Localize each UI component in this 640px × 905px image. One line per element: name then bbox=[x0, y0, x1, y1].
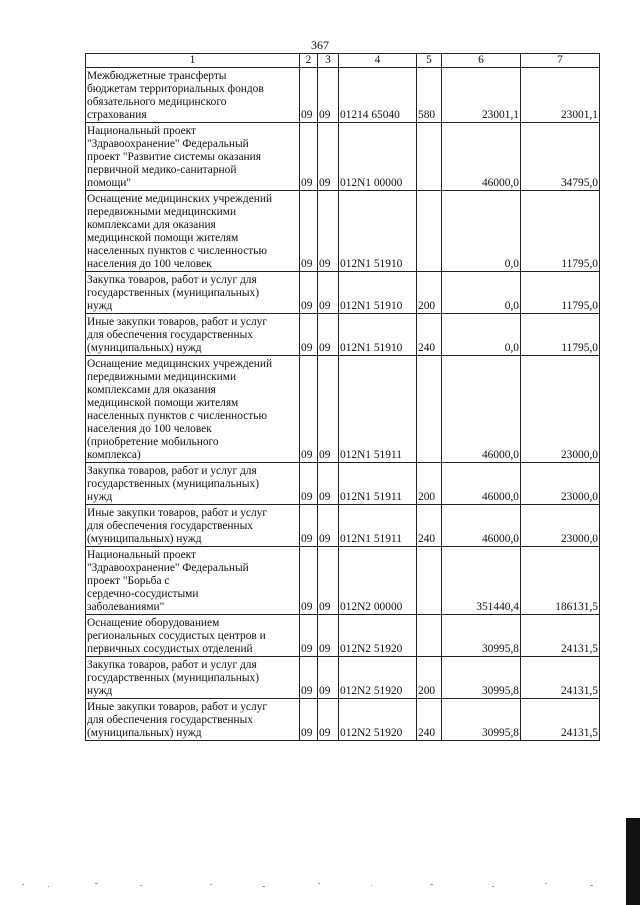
table-row bbox=[86, 68, 600, 123]
amount-col6: 30995,8 bbox=[442, 657, 521, 699]
table-row bbox=[86, 547, 600, 615]
section-code: 09 bbox=[300, 463, 318, 505]
table-row bbox=[86, 463, 600, 505]
row-name-line: обязательного медицинского bbox=[87, 96, 227, 108]
section-code: 09 bbox=[300, 699, 318, 741]
amount-col6: 0,0 bbox=[442, 191, 521, 272]
amount-col6: 0,0 bbox=[442, 314, 521, 356]
row-name-line: населения до 100 человек bbox=[87, 258, 212, 270]
target-article-code: 012N2 51920 bbox=[339, 657, 417, 699]
row-name-line: страхования bbox=[87, 109, 147, 121]
row-name-line: Оснащение медицинских учреждений bbox=[87, 193, 273, 205]
row-name-line: сердечно-сосудистыми bbox=[87, 588, 199, 600]
subsection-code: 09 bbox=[318, 505, 339, 547]
row-name bbox=[86, 615, 300, 657]
expense-type-code bbox=[417, 191, 442, 272]
target-article-code: 012N2 51920 bbox=[339, 699, 417, 741]
row-name-line: нужд bbox=[87, 300, 113, 312]
expense-type-code: 240 bbox=[417, 314, 442, 356]
amount-col7: 11795,0 bbox=[521, 272, 600, 314]
row-name-line: Национальный проект bbox=[87, 125, 197, 137]
row-name-line: государственных (муниципальных) bbox=[87, 478, 260, 490]
row-name bbox=[86, 123, 300, 191]
target-article-code: 012N1 51910 bbox=[339, 314, 417, 356]
row-name-line: Национальный проект bbox=[87, 549, 197, 561]
row-name-line: Закупка товаров, работ и услуг для bbox=[87, 465, 257, 477]
row-name-line: (муниципальных) нужд bbox=[87, 342, 202, 354]
row-name-line: проект "Борьба с bbox=[87, 575, 170, 587]
row-name bbox=[86, 505, 300, 547]
row-name-line: населенных пунктов с численностью bbox=[87, 410, 267, 422]
scan-noise bbox=[0, 880, 640, 890]
subsection-code: 09 bbox=[318, 356, 339, 463]
row-name-line: "Здравоохранение" Федеральный bbox=[87, 138, 249, 150]
budget-table bbox=[85, 53, 600, 741]
row-name-line: Закупка товаров, работ и услуг для bbox=[87, 659, 257, 671]
row-name-line: нужд bbox=[87, 491, 113, 503]
row-name-line: комплексами для оказания bbox=[87, 219, 216, 231]
table-row bbox=[86, 505, 600, 547]
expense-type-code: 240 bbox=[417, 505, 442, 547]
row-name bbox=[86, 699, 300, 741]
scan-edge-mark bbox=[626, 818, 640, 905]
row-name-line: "Здравоохранение" Федеральный bbox=[87, 562, 249, 574]
target-article-code: 012N1 51910 bbox=[339, 191, 417, 272]
section-code: 09 bbox=[300, 505, 318, 547]
column-header-1: 1 bbox=[86, 54, 300, 68]
row-name bbox=[86, 314, 300, 356]
column-header-6: 6 bbox=[442, 54, 521, 68]
amount-col6: 0,0 bbox=[442, 272, 521, 314]
row-name-line: бюджетам территориальных фондов bbox=[87, 83, 264, 95]
amount-col7: 23000,0 bbox=[521, 463, 600, 505]
amount-col6: 46000,0 bbox=[442, 123, 521, 191]
table-row bbox=[86, 123, 600, 191]
expense-type-code bbox=[417, 123, 442, 191]
row-name-line: передвижными медицинскими bbox=[87, 206, 237, 218]
row-name-line: комплекса) bbox=[87, 449, 141, 461]
subsection-code: 09 bbox=[318, 123, 339, 191]
row-name-line: Иные закупки товаров, работ и услуг bbox=[87, 507, 268, 519]
row-name-line: помощи" bbox=[87, 177, 131, 189]
table-body bbox=[86, 68, 600, 741]
table-row bbox=[86, 191, 600, 272]
amount-col6: 46000,0 bbox=[442, 356, 521, 463]
subsection-code: 09 bbox=[318, 191, 339, 272]
amount-col6: 46000,0 bbox=[442, 505, 521, 547]
row-name-line: медицинской помощи жителям bbox=[87, 397, 239, 409]
section-code: 09 bbox=[300, 547, 318, 615]
row-name-line: Оснащение медицинских учреждений bbox=[87, 358, 273, 370]
row-name-line: населенных пунктов с численностью bbox=[87, 245, 267, 257]
row-name-line: Иные закупки товаров, работ и услуг bbox=[87, 701, 268, 713]
target-article-code: 012N1 51911 bbox=[339, 505, 417, 547]
row-name-line: проект "Развитие системы оказания bbox=[87, 151, 261, 163]
row-name bbox=[86, 272, 300, 314]
subsection-code: 09 bbox=[318, 615, 339, 657]
page-number: 367 bbox=[311, 38, 329, 52]
target-article-code: 012N2 51920 bbox=[339, 615, 417, 657]
amount-col7: 23000,0 bbox=[521, 505, 600, 547]
column-header-2: 2 bbox=[300, 54, 318, 68]
subsection-code: 09 bbox=[318, 272, 339, 314]
row-name-line: передвижными медицинскими bbox=[87, 371, 237, 383]
row-name-line: государственных (муниципальных) bbox=[87, 287, 260, 299]
expense-type-code bbox=[417, 547, 442, 615]
section-code: 09 bbox=[300, 191, 318, 272]
section-code: 09 bbox=[300, 615, 318, 657]
expense-type-code: 580 bbox=[417, 68, 442, 123]
row-name-line: региональных сосудистых центров и bbox=[87, 630, 266, 642]
table-row bbox=[86, 699, 600, 741]
table-header bbox=[86, 54, 600, 68]
row-name bbox=[86, 191, 300, 272]
column-header-4: 4 bbox=[339, 54, 417, 68]
table-row bbox=[86, 356, 600, 463]
amount-col7: 24131,5 bbox=[521, 657, 600, 699]
subsection-code: 09 bbox=[318, 314, 339, 356]
row-name-line: Оснащение оборудованием bbox=[87, 617, 220, 629]
table-row bbox=[86, 657, 600, 699]
column-header-3: 3 bbox=[318, 54, 339, 68]
subsection-code: 09 bbox=[318, 699, 339, 741]
table-row bbox=[86, 615, 600, 657]
row-name-line: для обеспечения государственных bbox=[87, 520, 253, 532]
subsection-code: 09 bbox=[318, 463, 339, 505]
target-article-code: 012N1 51911 bbox=[339, 356, 417, 463]
expense-type-code bbox=[417, 356, 442, 463]
amount-col7: 23000,0 bbox=[521, 356, 600, 463]
expense-type-code bbox=[417, 615, 442, 657]
amount-col7: 24131,5 bbox=[521, 699, 600, 741]
expense-type-code: 200 bbox=[417, 272, 442, 314]
target-article-code: 01214 65040 bbox=[339, 68, 417, 123]
row-name-line: первичной медико-санитарной bbox=[87, 164, 237, 176]
table-row bbox=[86, 272, 600, 314]
amount-col7: 24131,5 bbox=[521, 615, 600, 657]
amount-col6: 30995,8 bbox=[442, 699, 521, 741]
expense-type-code: 200 bbox=[417, 463, 442, 505]
amount-col6: 30995,8 bbox=[442, 615, 521, 657]
row-name-line: Закупка товаров, работ и услуг для bbox=[87, 274, 257, 286]
row-name bbox=[86, 463, 300, 505]
amount-col7: 11795,0 bbox=[521, 191, 600, 272]
column-header-7: 7 bbox=[521, 54, 600, 68]
amount-col7: 23001,1 bbox=[521, 68, 600, 123]
row-name-line: первичных сосудистых отделений bbox=[87, 643, 253, 655]
amount-col7: 34795,0 bbox=[521, 123, 600, 191]
amount-col6: 46000,0 bbox=[442, 463, 521, 505]
amount-col7: 11795,0 bbox=[521, 314, 600, 356]
section-code: 09 bbox=[300, 657, 318, 699]
row-name-line: заболеваниями" bbox=[87, 601, 165, 613]
subsection-code: 09 bbox=[318, 657, 339, 699]
header-row bbox=[86, 54, 600, 68]
row-name-line: Межбюджетные трансферты bbox=[87, 70, 227, 82]
row-name-line: для обеспечения государственных bbox=[87, 714, 253, 726]
row-name bbox=[86, 547, 300, 615]
target-article-code: 012N2 00000 bbox=[339, 547, 417, 615]
column-header-5: 5 bbox=[417, 54, 442, 68]
subsection-code: 09 bbox=[318, 68, 339, 123]
row-name-line: нужд bbox=[87, 685, 113, 697]
row-name-line: (муниципальных) нужд bbox=[87, 727, 202, 739]
section-code: 09 bbox=[300, 68, 318, 123]
row-name-line: для обеспечения государственных bbox=[87, 329, 253, 341]
table-row bbox=[86, 314, 600, 356]
row-name bbox=[86, 657, 300, 699]
target-article-code: 012N1 51910 bbox=[339, 272, 417, 314]
section-code: 09 bbox=[300, 123, 318, 191]
row-name-line: (приобретение мобильного bbox=[87, 436, 219, 448]
row-name-line: комплексами для оказания bbox=[87, 384, 216, 396]
target-article-code: 012N1 51911 bbox=[339, 463, 417, 505]
amount-col7: 186131,5 bbox=[521, 547, 600, 615]
amount-col6: 23001,1 bbox=[442, 68, 521, 123]
row-name-line: (муниципальных) нужд bbox=[87, 533, 202, 545]
row-name-line: Иные закупки товаров, работ и услуг bbox=[87, 316, 268, 328]
row-name-line: населения до 100 человек bbox=[87, 423, 212, 435]
row-name bbox=[86, 68, 300, 123]
section-code: 09 bbox=[300, 272, 318, 314]
target-article-code: 012N1 00000 bbox=[339, 123, 417, 191]
expense-type-code: 240 bbox=[417, 699, 442, 741]
amount-col6: 351440,4 bbox=[442, 547, 521, 615]
expense-type-code: 200 bbox=[417, 657, 442, 699]
row-name-line: медицинской помощи жителям bbox=[87, 232, 239, 244]
section-code: 09 bbox=[300, 314, 318, 356]
section-code: 09 bbox=[300, 356, 318, 463]
row-name bbox=[86, 356, 300, 463]
subsection-code: 09 bbox=[318, 547, 339, 615]
row-name-line: государственных (муниципальных) bbox=[87, 672, 260, 684]
